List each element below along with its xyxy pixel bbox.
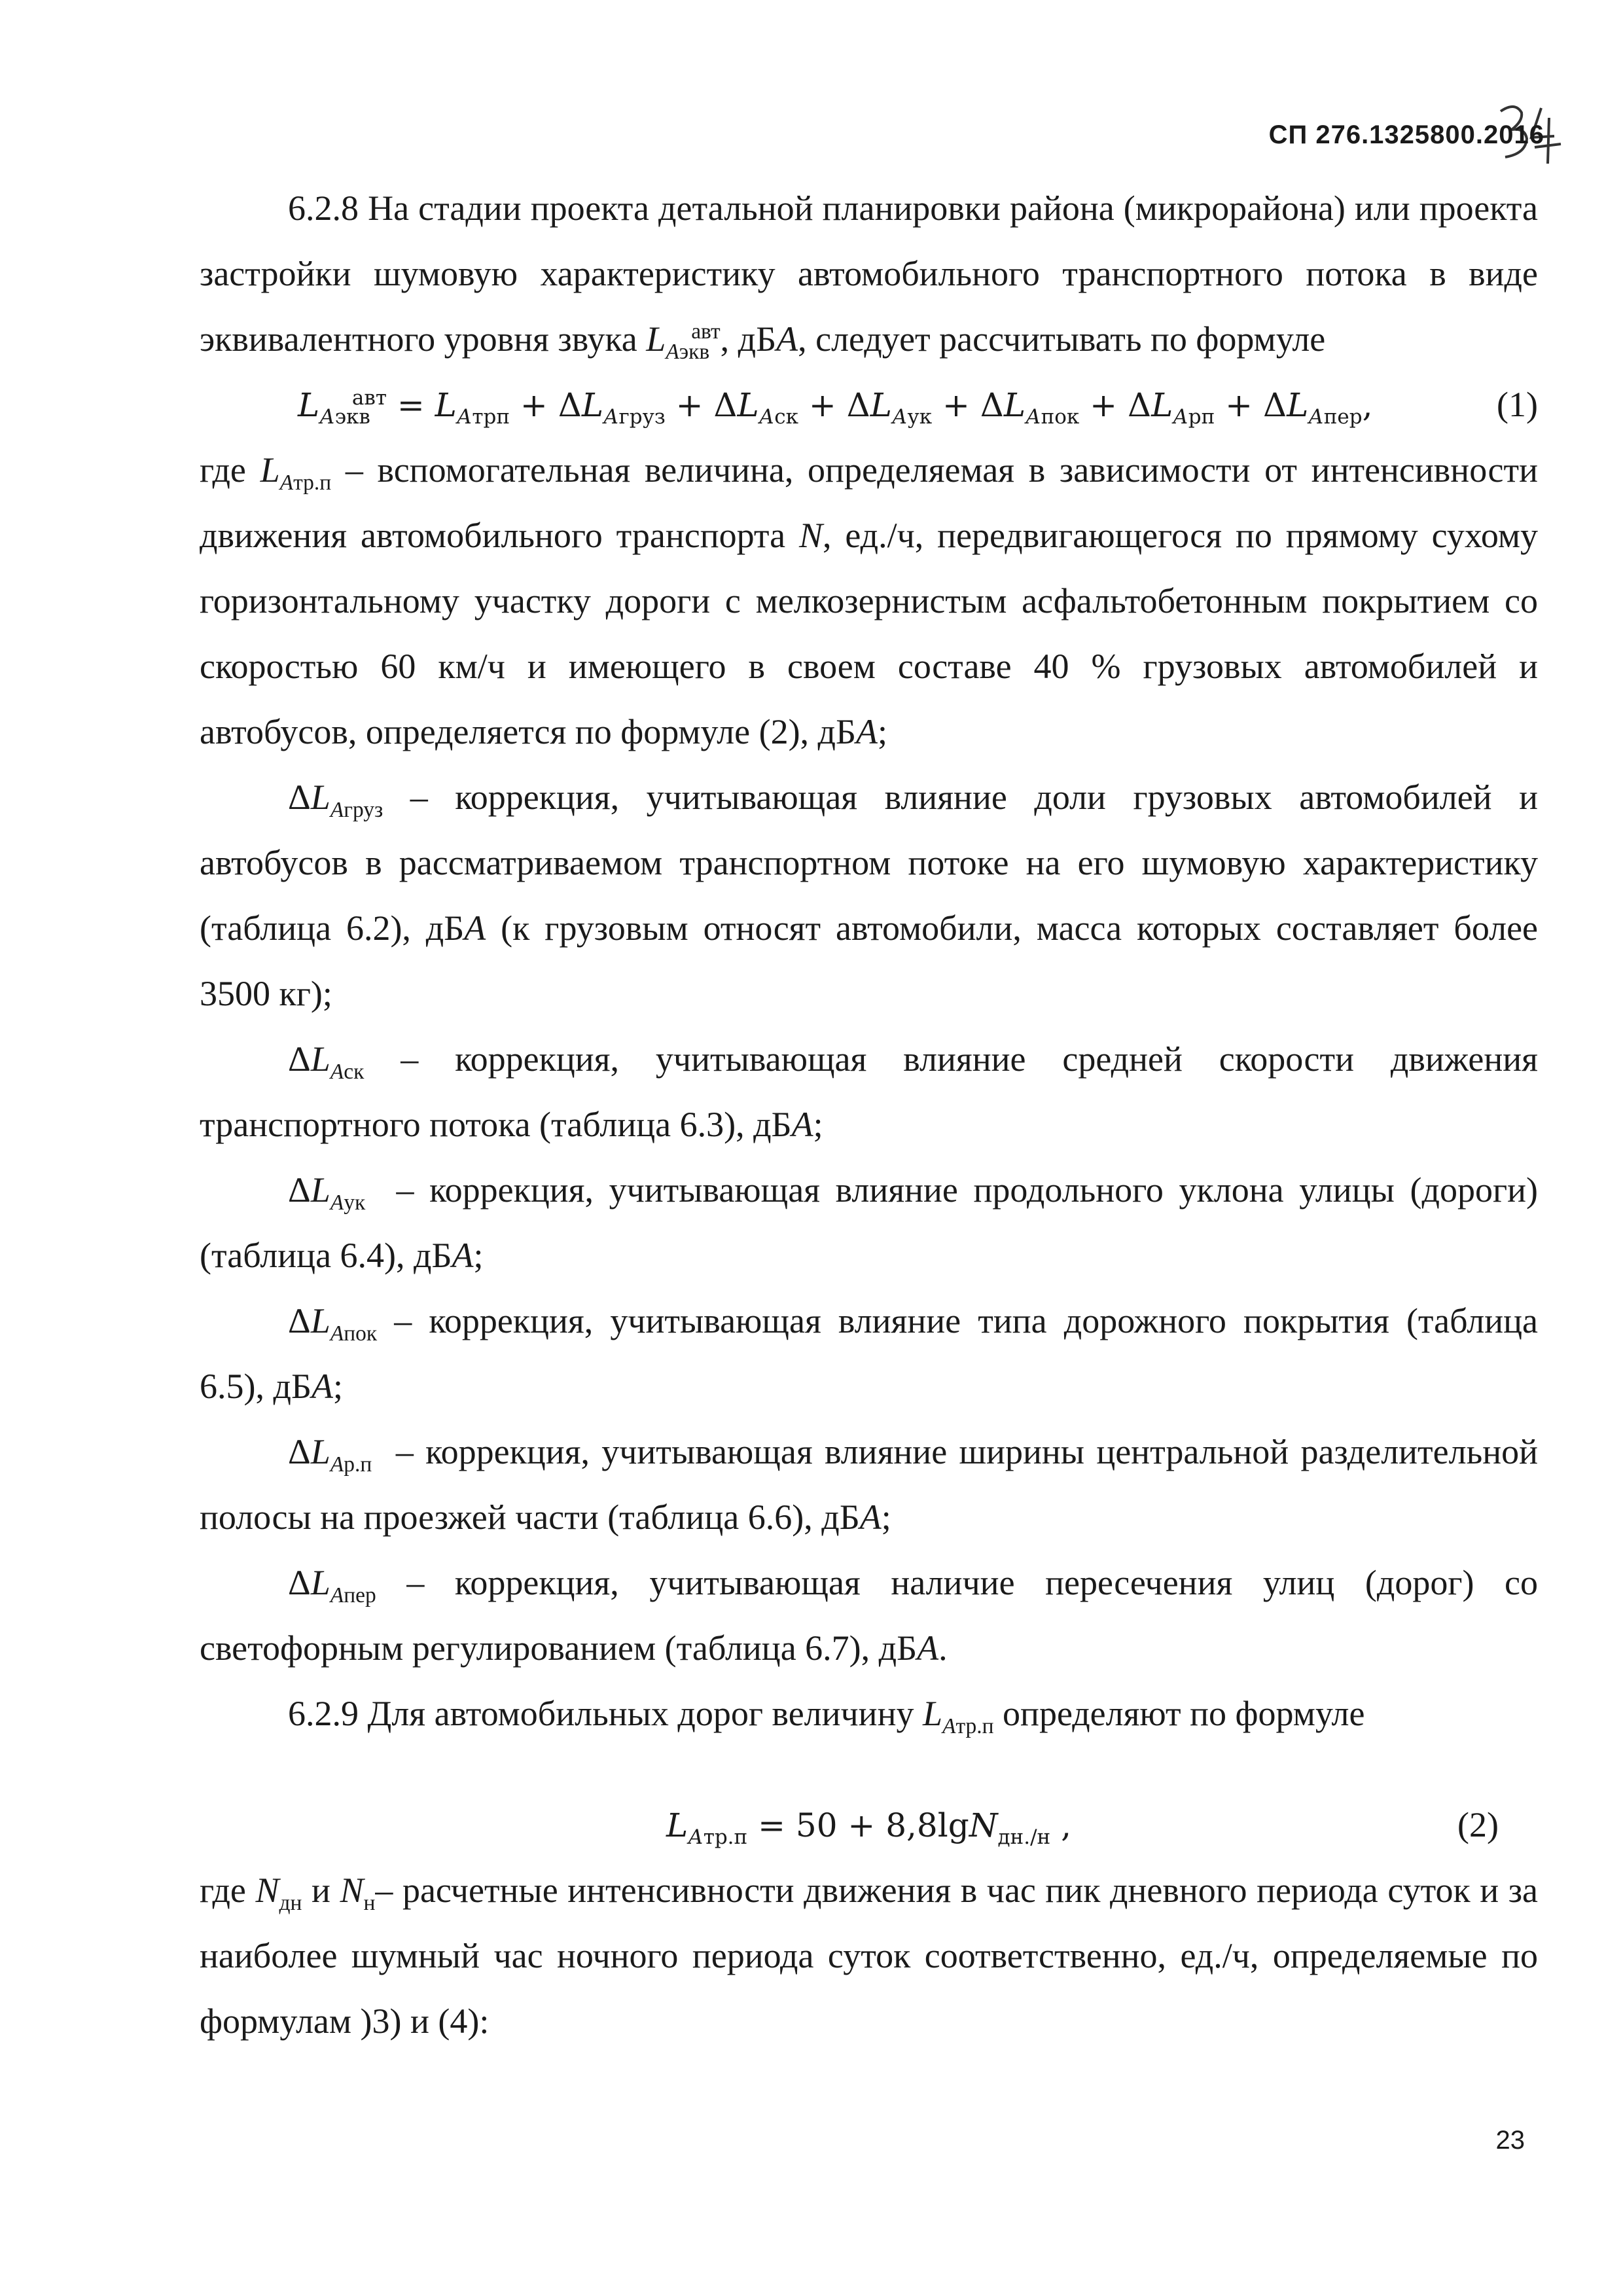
formula-2-expression: $L_{Атр.п} = 50 + 8,8\lg N_{дн./н}$ , — [666, 1806, 1071, 1849]
formula-1-expression: $L_{Аэкв}^{авт} = L_{Атрп} + \Delta L_{Агруз} + \Delta L_{Аск} + \Delta L_{Аук} + \Delta L_{Апок} + \Delta L_{Арп} + \Delta L_{Апер}$, — [298, 386, 1373, 429]
definition-delta-sk: $\Delta L_{Аск}$ – коррекция, учитывающая влияние средней скорости движения транспортного потока (таблица 6.3), дБА; — [200, 1039, 1538, 1144]
formula-2 — [200, 1792, 1538, 1857]
formula-1 — [200, 372, 1538, 437]
formula-1-number: (1) — [1497, 385, 1538, 424]
definition-L-atrp: где $L_{Атр.п}$ – вспомогательная величина, определяемая в зависимости от интенсивности движения автомобильного транспорта N, ед./ч, передвигающегося по прямому сухому горизонтальному участку дороги с мелкозернистым асфальтобетонным покрытием со скоростью 60 км/ч и имеющего в своем составе 40 % грузовых автомобилей и автобусов, определяется по формуле (2), дБА; — [200, 450, 1539, 751]
definition-delta-pok: $\Delta L_{Апок}$ – коррекция, учитывающая влияние типа дорожного покрытия (таблица 6.5), дБА; — [200, 1301, 1538, 1406]
document-code: СП 276.1325800.2016 — [1268, 120, 1544, 149]
definition-delta-gruz: $\Delta L_{Агруз}$ – коррекция, учитывающая влияние доли грузовых автомобилей и автобусов в рассматриваемом транспортном потоке на его шумовую характеристику (таблица 6.2), дБА (к грузовым относят автомобили, масса которых составляет более 3500 кг); — [200, 778, 1539, 1013]
page-number: 23 — [1495, 2126, 1525, 2155]
spacer — [200, 1746, 1538, 1792]
definition-delta-rp: $\Delta L_{Ар.п}$ – коррекция, учитывающая влияние ширины центральной разделительной полосы на проезжей части (таблица 6.6), дБА; — [200, 1432, 1538, 1537]
paragraph-6-2-9: 6.2.9 Для автомобильных дорог величину $L_{Атр.п}$ определяют по формуле — [288, 1694, 1365, 1738]
definition-delta-per: $\Delta L_{Апер}$ – коррекция, учитывающая наличие пересечения улиц (дорог) со светофорным регулированием (таблица 6.7), дБА. — [200, 1563, 1538, 1668]
definition-delta-uk: $\Delta L_{Аук}$ – коррекция, учитывающая влияние продольного уклона улицы (дороги) (таблица 6.4), дБА; — [200, 1170, 1538, 1275]
formula-2-number: (2) — [1457, 1805, 1499, 1844]
paragraph-after-formula-2: где $N_{дн}$ и $N_н-$ расчетные интенсивности движения в час пик дневного периода суток и за наиболее шумный час ночного периода суток соответственно, ед./ч, определяемые по формулам )3) и (4): — [200, 1871, 1538, 2041]
page-body — [200, 175, 1538, 2054]
paragraph-6-2-8: 6.2.8 На стадии проекта детальной планировки района (микрорайона) или проекта застройки шумовую характеристику автомобильного транспортного потока в виде эквивалентного уровня звука $L_{Аэкв}^{авт}$, дБА, следует рассчитывать по формуле — [200, 188, 1538, 364]
